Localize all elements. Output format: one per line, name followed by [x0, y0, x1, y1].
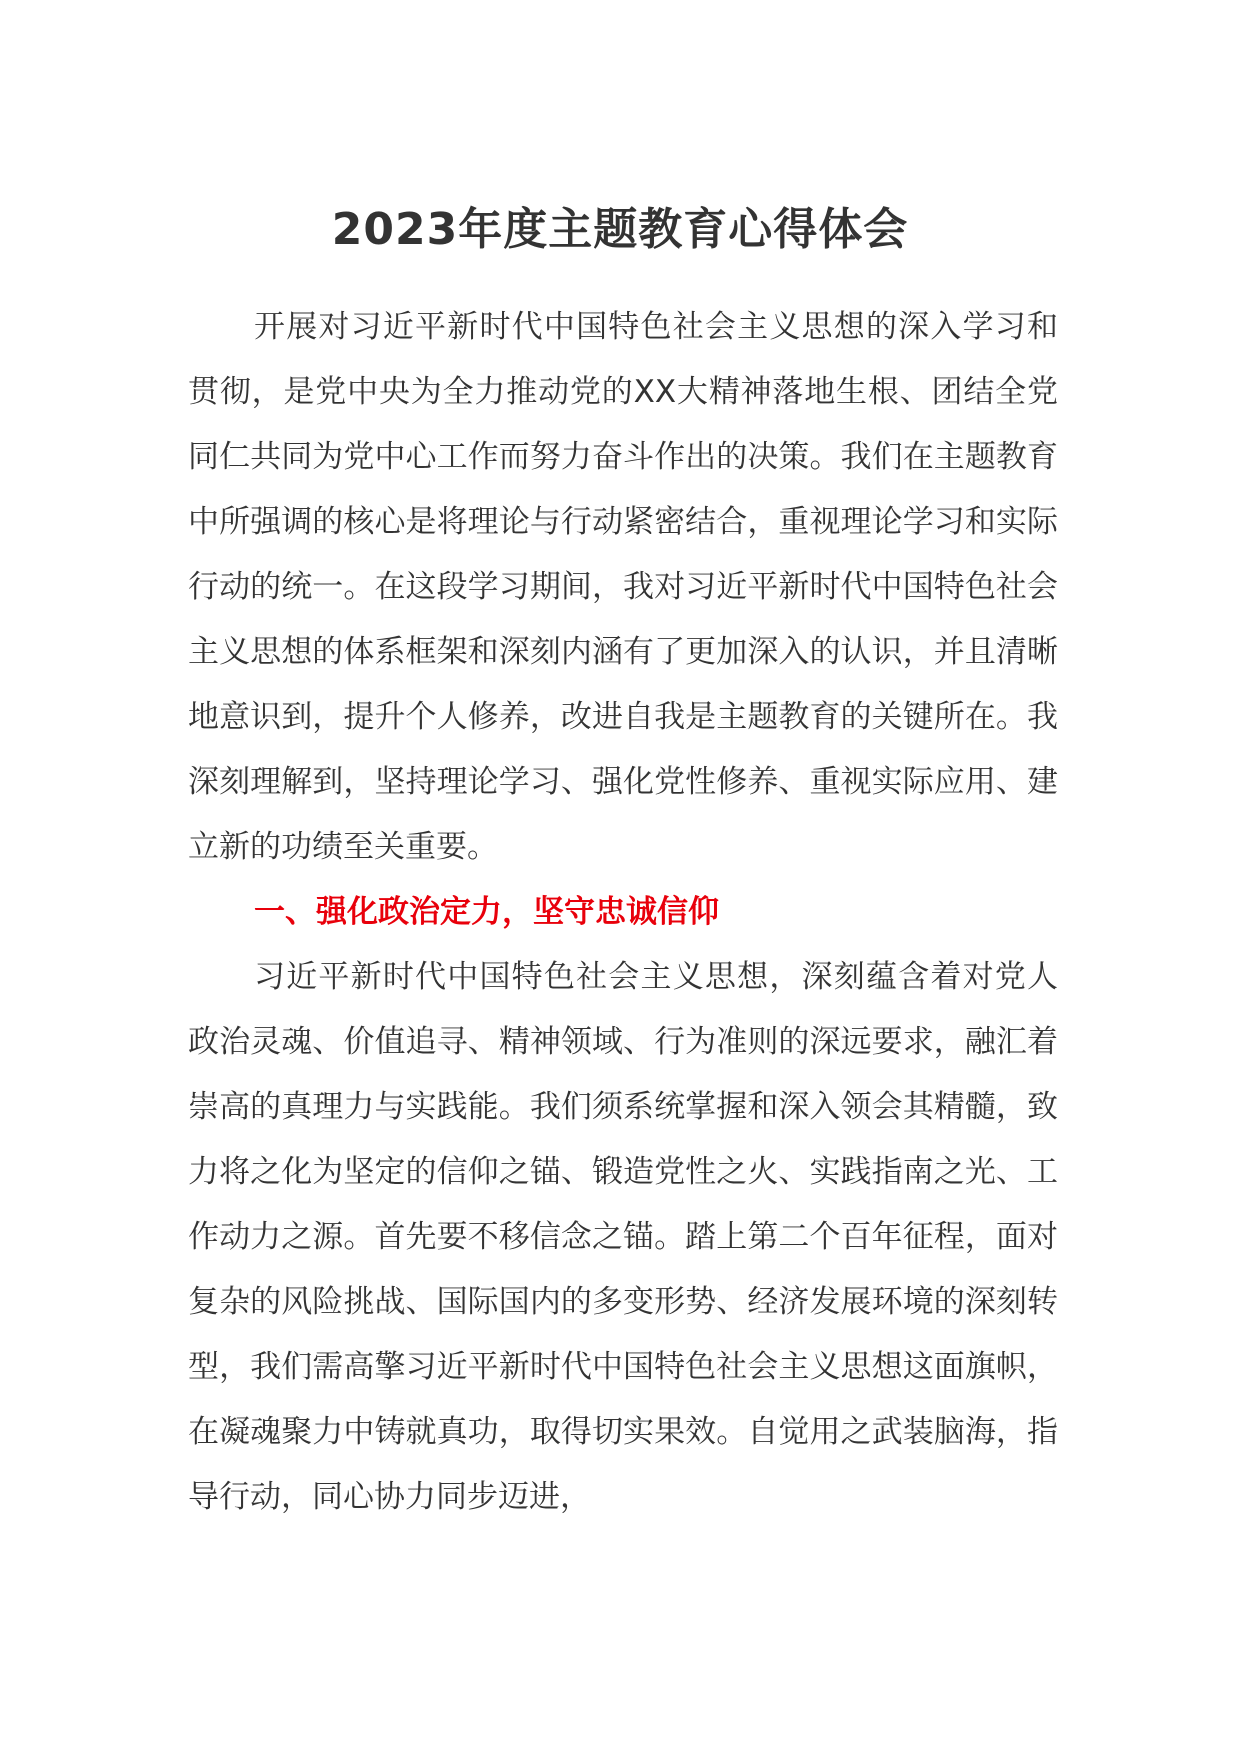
paragraph-intro: 开展对习近平新时代中国特色社会主义思想的深入学习和贯彻，是党中央为全力推动党的XX大精神落地生根、团结全党同仁共同为党中心工作而努力奋斗作出的决策。我们在主题教育中所强调的核心是将理论与行动紧密结合，重视理论学习和实际行动的统一。在这段学习期间，我对习近平新时代中国特色社会主义思想的体系框架和深刻内涵有了更加深入的认识，并且清晰地意识到，提升个人修养，改进自我是主题教育的关键所在。我深刻理解到，坚持理论学习、强化党性修养、重视实际应用、建立新的功绩至关重要。: [188, 309, 1058, 865]
paragraph-section-1: 习近平新时代中国特色社会主义思想，深刻蕴含着对党人政治灵魂、价值追寻、精神领域、行为准则的深远要求，融汇着崇高的真理力与实践能。我们须系统掌握和深入领会其精髓，致力将之化为坚定的信仰之锚、锻造党性之火、实践指南之光、工作动力之源。首先要不移信念之锚。踏上第二个百年征程，面对复杂的风险挑战、国际国内的多变形势、经济发展环境的深刻转型，我们需高擎习近平新时代中国特色社会主义思想这面旗帜，在凝魂聚力中铸就真功，取得切实果效。自觉用之武装脑海，指导行动，同心协力同步迈进，: [188, 959, 1058, 1515]
section-heading-1: 一、强化政治定力，坚守忠诚信仰: [254, 894, 719, 930]
document-title: 2023年度主题教育心得体会: [331, 204, 909, 255]
